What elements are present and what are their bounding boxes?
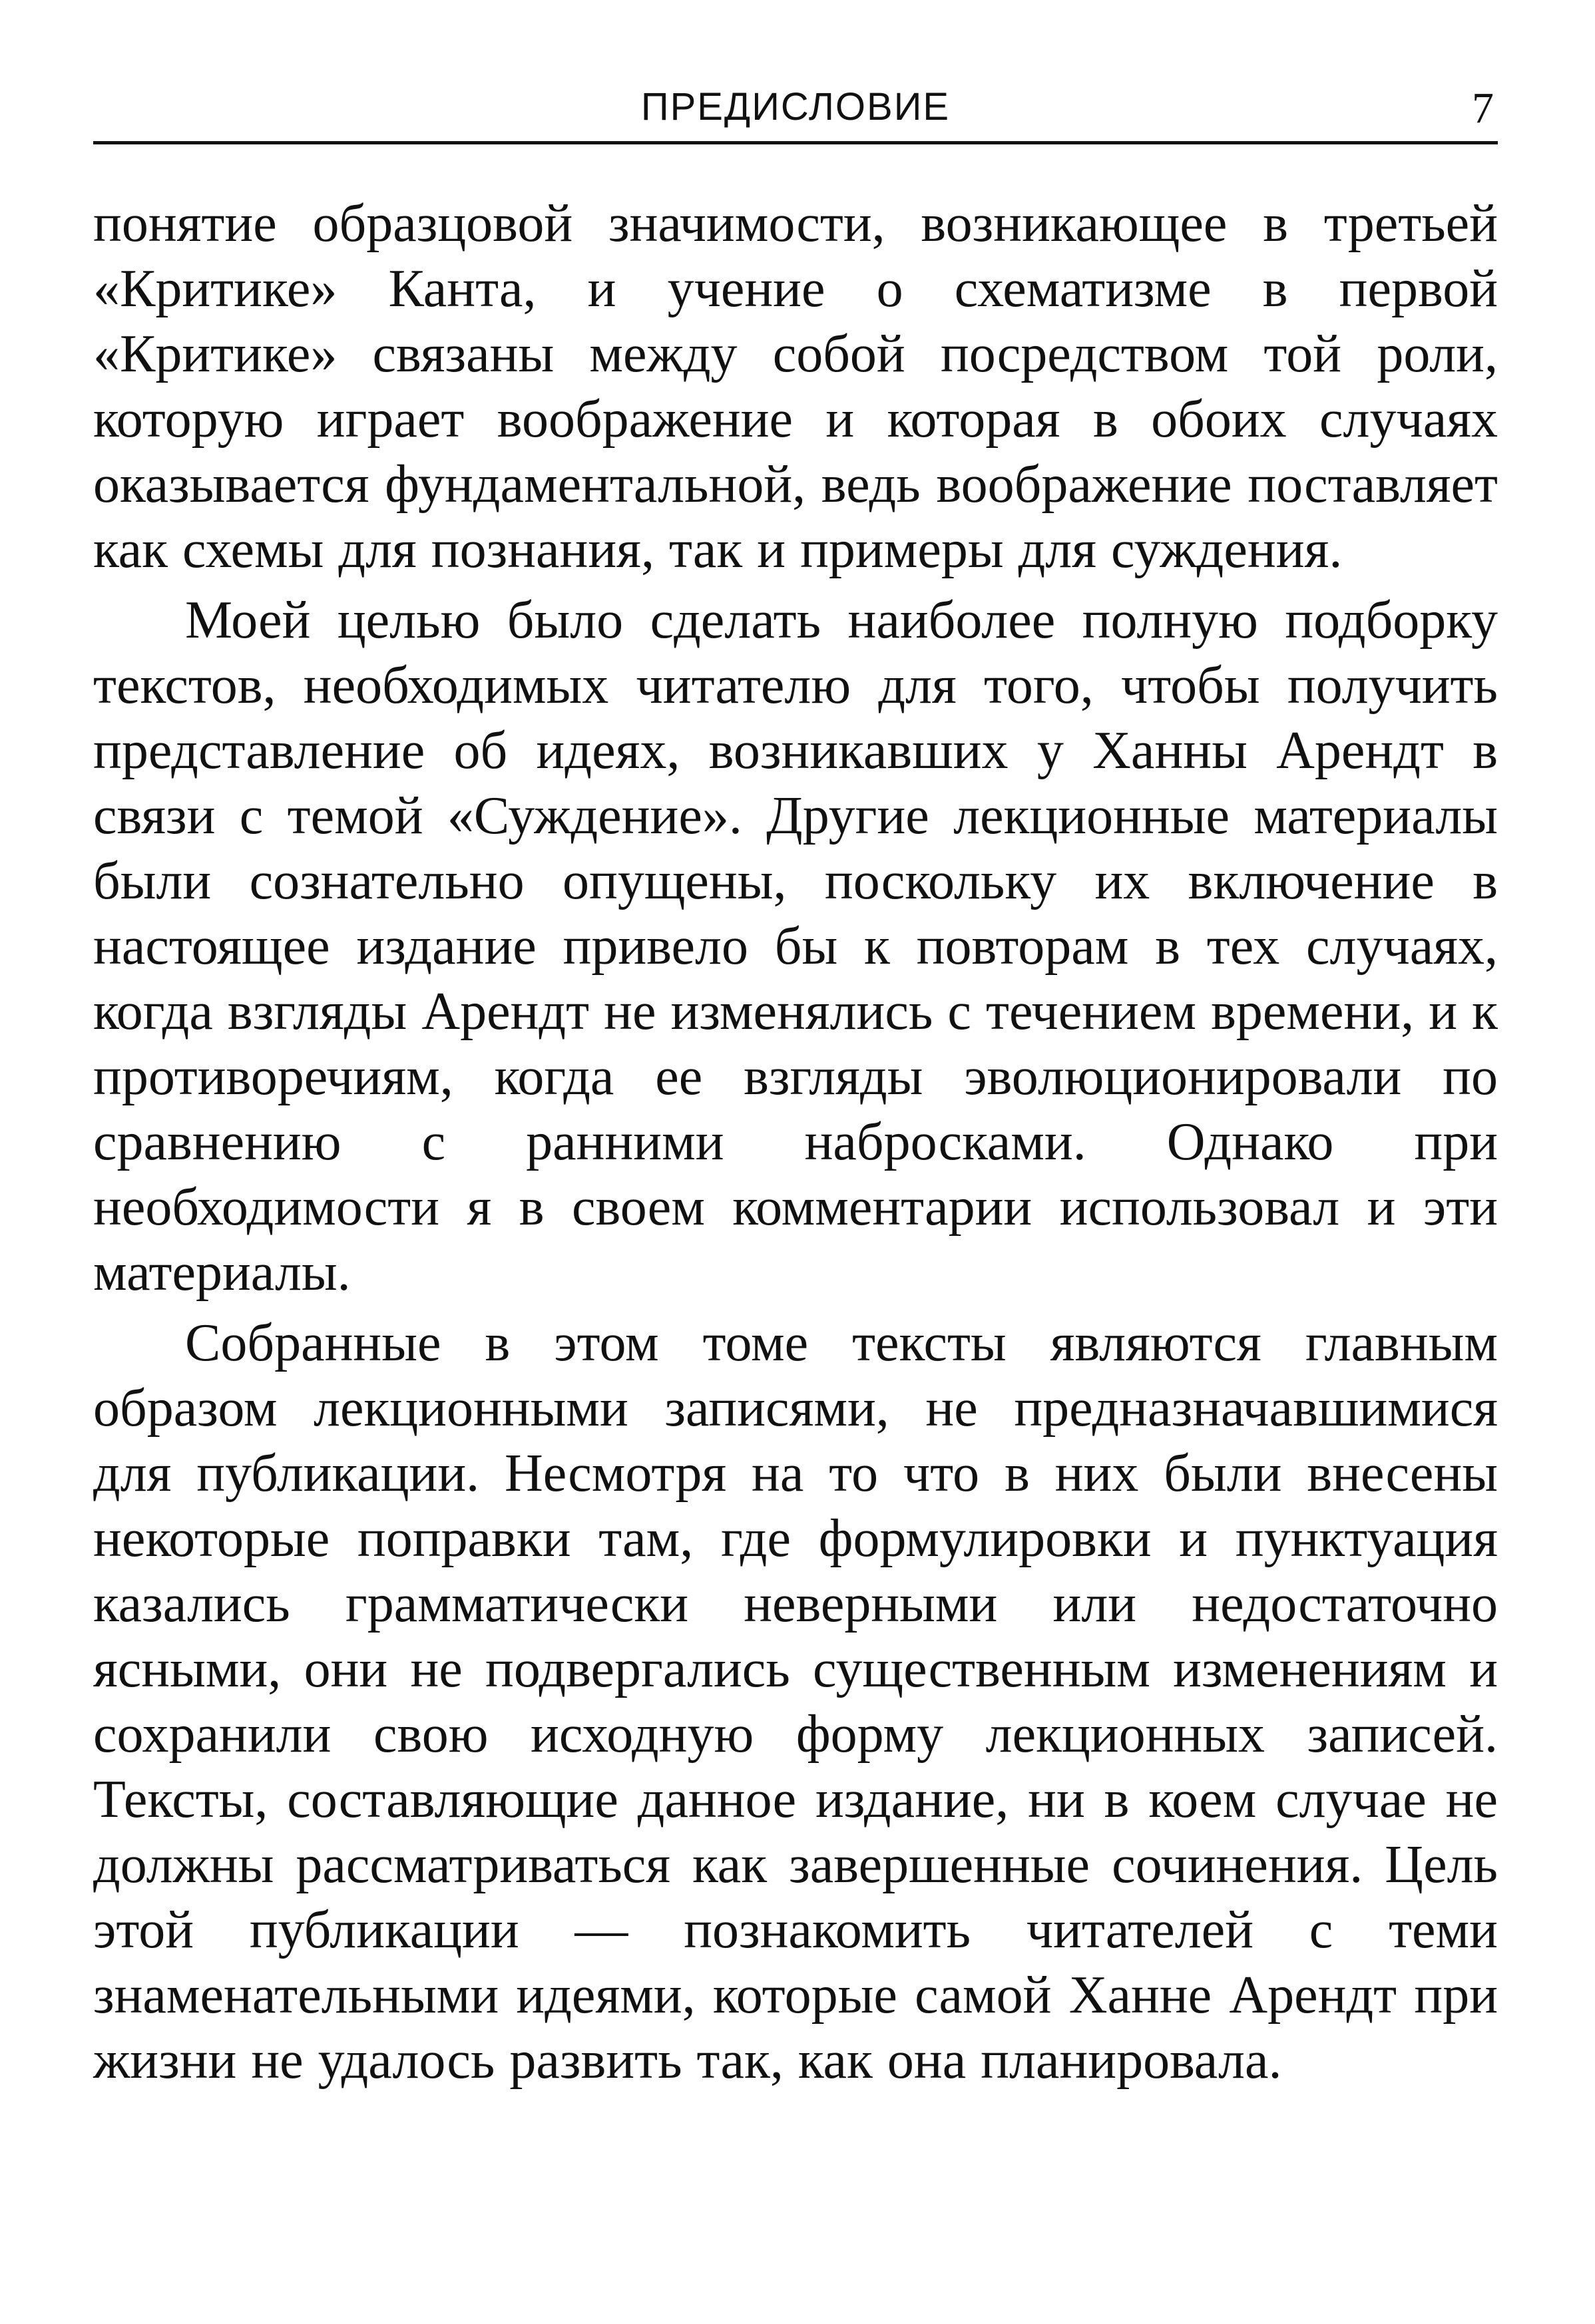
running-header-title: ПРЕДИСЛОВИЕ xyxy=(640,85,951,128)
paragraph-1: понятие образцовой значимости, возникающее в третьей «Критике» Канта, и учение о схематизме в первой «Критике» связаны между собой посредством той роли, которую играет воображение и которая в обоих случаях оказывается фундаментальной, ведь воображение поставляет как схемы для познания, так и примеры для суждения. xyxy=(93,194,1498,579)
paragraph-3: Собранные в этом томе тексты являются главным образом лекционными записями, не предназначавшимися для публикации. Несмотря на то что в них были внесены некоторые поправки там, где формулировки и пунктуация казались грамматически неверными или недостаточно ясными, они не подвергались существенным изменениям и сохранили свою исходную форму лекционных записей. Тексты, составляющие данное издание, ни в коем случае не должны рассматриваться как завершенные сочинения. Цель этой публикации — познакомить читателей с теми знаменательными идеями, которые самой Ханне Арендт при жизни не удалось развить так, как она планировала. xyxy=(93,1314,1498,2090)
page-number: 7 xyxy=(1472,84,1494,132)
running-header xyxy=(93,80,1498,144)
paragraph-2: Моей целью было сделать наиболее полную подборку текстов, необходимых читателю для того, чтобы получить представление об идеях, возникавших у Ханны Арендт в связи с темой «Суждение». Другие лекционные материалы были сознательно опущены, поскольку их включение в настоящее издание привело бы к повторам в тех случаях, когда взгляды Арендт не изменялись с течением времени, и к противоречиям, когда ее взгляды эволюционировали по сравнению с ранними набросками. Однако при необходимости я в своем комментарии использовал и эти материалы. xyxy=(93,591,1498,1302)
book-page xyxy=(93,80,1498,2276)
body-text xyxy=(93,191,1498,2093)
